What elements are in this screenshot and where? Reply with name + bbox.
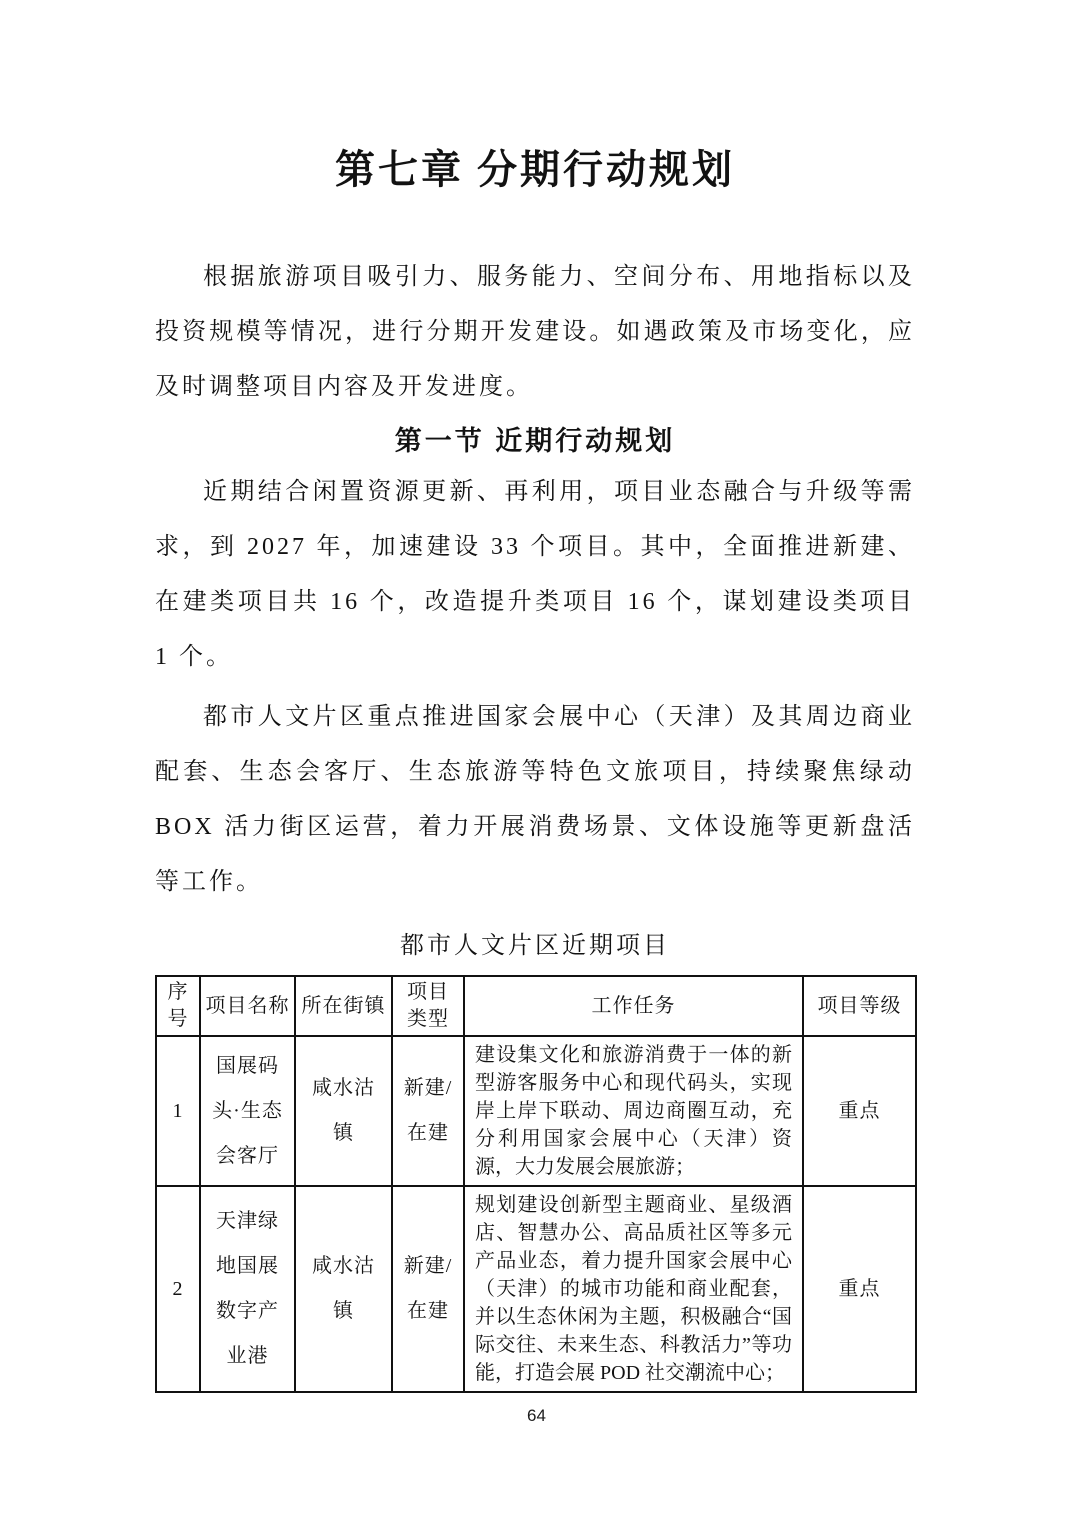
col-header-seq: 序号 xyxy=(156,976,200,1036)
intro-paragraph: 根据旅游项目吸引力、服务能力、空间分布、用地指标以及投资规模等情况，进行分期开发建设。如遇政策及市场变化，应及时调整项目内容及开发进度。 xyxy=(155,264,915,400)
cell-seq: 2 xyxy=(156,1186,200,1392)
table-caption: 都市人文片区近期项目 xyxy=(400,933,670,959)
projects-table xyxy=(155,975,917,1393)
cell-level: 重点 xyxy=(803,1036,916,1186)
cell-task: 规划建设创新型主题商业、星级酒店、智慧办公、高品质社区等多元产品业态，着力提升国家会展中心（天津）的城市功能和商业配套，并以生态休闲为主题，积极融合“国际交往、未来生态、科教活力”等功能，打造会展 POD 社交潮流中心； xyxy=(464,1186,803,1392)
col-header-town: 所在街镇 xyxy=(295,976,392,1036)
cell-level: 重点 xyxy=(803,1186,916,1392)
cell-town: 咸水沽镇 xyxy=(295,1036,392,1186)
urban-district-paragraph: 都市人文片区重点推进国家会展中心（天津）及其周边商业配套、生态会客厅、生态旅游等特色文旅项目，持续聚焦绿动 BOX 活力街区运营，着力开展消费场景、文体设施等更新盘活等工作。 xyxy=(155,704,915,895)
section-heading: 第一节 近期行动规划 xyxy=(394,426,676,456)
cell-name: 天津绿地国展数字产业港 xyxy=(200,1186,295,1392)
table-header-row xyxy=(156,976,916,1036)
cell-seq: 1 xyxy=(156,1036,200,1186)
cell-name: 国展码头·生态会客厅 xyxy=(200,1036,295,1186)
table-row xyxy=(156,1036,916,1186)
col-header-name: 项目名称 xyxy=(200,976,295,1036)
cell-type: 新建/在建 xyxy=(392,1036,464,1186)
near-term-paragraph: 近期结合闲置资源更新、再利用，项目业态融合与升级等需求，到 2027 年，加速建设 33 个项目。其中，全面推进新建、在建类项目共 16 个，改造提升类项目 16 个，谋划建设类项目 1 个。 xyxy=(155,479,915,670)
cell-task: 建设集文化和旅游消费于一体的新型游客服务中心和现代码头，实现岸上岸下联动、周边商圈互动，充分利用国家会展中心（天津）资源，大力发展会展旅游； xyxy=(464,1036,803,1186)
col-header-task: 工作任务 xyxy=(464,976,803,1036)
col-header-level: 项目等级 xyxy=(803,976,916,1036)
cell-type: 新建/在建 xyxy=(392,1186,464,1392)
chapter-title: 第七章 分期行动规划 xyxy=(335,147,735,192)
table-row xyxy=(156,1186,916,1392)
col-header-type: 项目类型 xyxy=(392,976,464,1036)
cell-town: 咸水沽镇 xyxy=(295,1186,392,1392)
page-number: 64 xyxy=(527,1406,546,1425)
